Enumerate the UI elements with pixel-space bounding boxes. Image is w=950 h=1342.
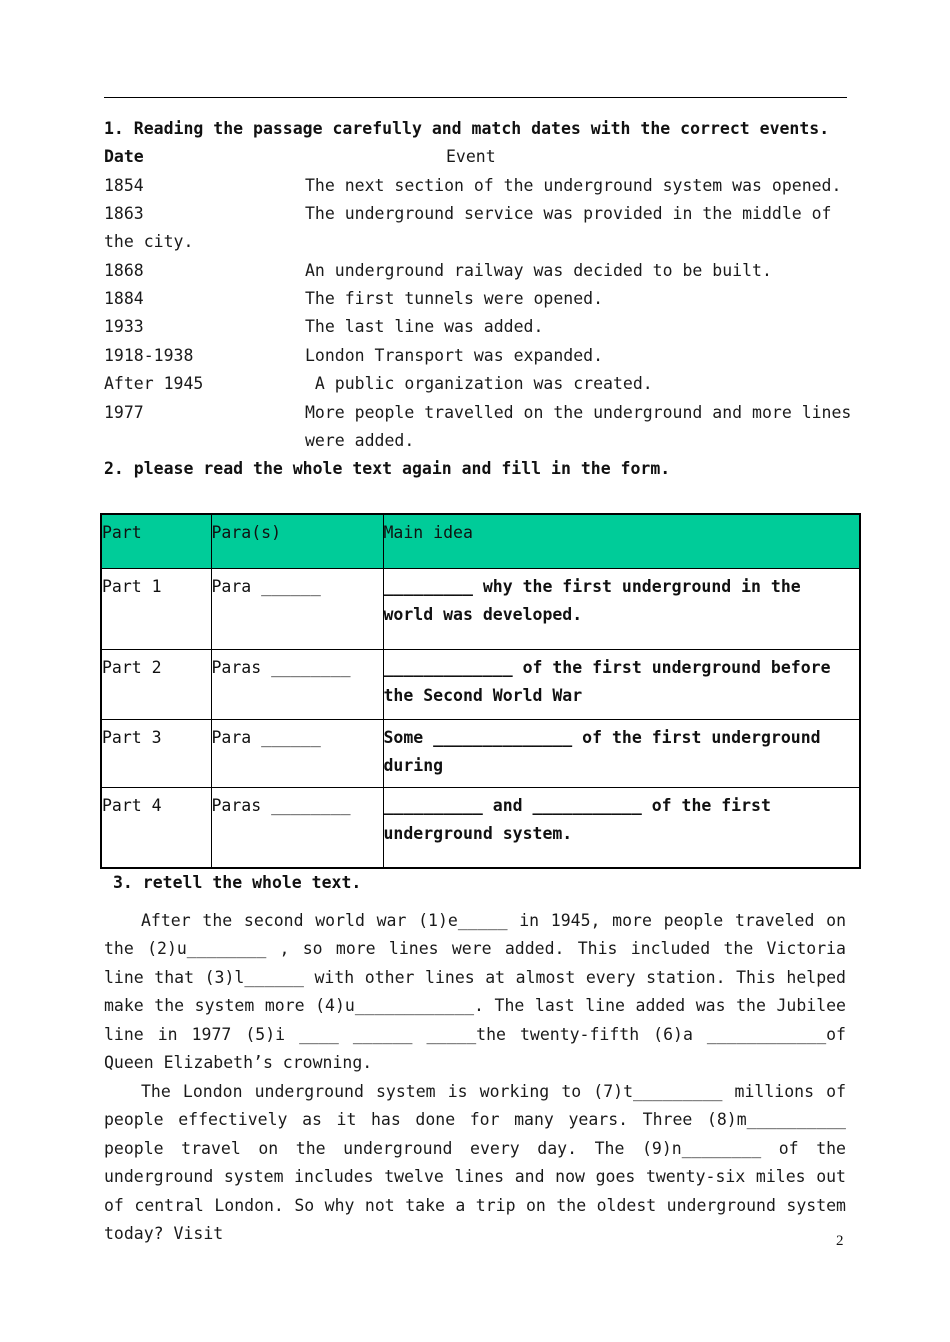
- event-cell-continuation: the city.: [104, 232, 194, 251]
- table-row: [101, 568, 860, 649]
- para-cell: Para ______: [211, 719, 383, 787]
- date-cell: 1918-1938: [104, 346, 194, 365]
- event-cell-continuation: were added.: [305, 431, 415, 450]
- part-cell: Part 1: [101, 568, 211, 649]
- header-rule: [104, 97, 847, 98]
- part-cell: Part 3: [101, 719, 211, 787]
- date-cell: 1863: [104, 204, 144, 223]
- page-number: 2: [836, 1233, 844, 1249]
- event-cell: More people travelled on the underground and more lines: [305, 403, 852, 422]
- main-idea-cell: __________ and ___________ of the first underground system.: [383, 787, 860, 868]
- event-cell: The underground service was provided in the middle of: [305, 204, 832, 223]
- part-cell: Part 2: [101, 649, 211, 719]
- para-cell: Para ______: [211, 568, 383, 649]
- date-cell: 1933: [104, 317, 144, 336]
- event-cell: London Transport was expanded.: [305, 346, 604, 365]
- retell-paragraph-2: The London underground system is working to (7)t_________ millions of people effectively as it has done for many years. Three (8)m__________ people travel on the underground every day. The (9)n________ of the underground system includes twelve lines and now goes twenty-six miles out of central London. So why not take a trip on the oldest underground system today? Visit: [104, 1082, 846, 1244]
- event-cell: A public organization was created.: [305, 374, 653, 393]
- table-row: [101, 787, 860, 868]
- form-header-row: [101, 514, 860, 568]
- table-row: [101, 649, 860, 719]
- date-cell: 1868: [104, 261, 144, 280]
- event-cell: The last line was added.: [305, 317, 544, 336]
- event-cell: An underground railway was decided to be built.: [305, 261, 772, 280]
- header-paras: Para(s): [211, 514, 383, 568]
- main-idea-cell: Some ______________ of the first underground during: [383, 719, 860, 787]
- part-cell: Part 4: [101, 787, 211, 868]
- para-cell: Paras ________: [211, 787, 383, 868]
- date-cell: 1977: [104, 403, 144, 422]
- main-idea-cell: _________ why the first underground in the world was developed.: [383, 568, 860, 649]
- event-cell: The first tunnels were opened.: [305, 289, 604, 308]
- date-cell: 1854: [104, 176, 144, 195]
- event-cell: The next section of the underground system was opened.: [305, 176, 842, 195]
- main-idea-form: [100, 513, 861, 869]
- date-cell: After 1945: [104, 374, 204, 393]
- section3-instruction: 3. retell the whole text.: [113, 873, 362, 892]
- section1-instruction: 1. Reading the passage carefully and match dates with the correct events.: [104, 119, 830, 138]
- main-idea-cell: _____________ of the first underground before the Second World War: [383, 649, 860, 719]
- event-column-header: Event: [446, 147, 496, 166]
- date-cell: 1884: [104, 289, 144, 308]
- header-part: Part: [101, 514, 211, 568]
- table-row: [101, 719, 860, 787]
- section2-instruction: 2. please read the whole text again and fill in the form.: [104, 459, 671, 478]
- header-main-idea: Main idea: [383, 514, 860, 568]
- retell-paragraph-1: After the second world war (1)e_____ in 1945, more people traveled on the (2)u________ , so more lines were added. This included the Victoria line that (3)l______ with other lines at almost every station. This helped make the system more (4)u____________. The last line added was the Jubilee line in 1977 (5)i ____ ______ _____the twenty-fifth (6)a ____________of Queen Elizabeth’s crowning.: [104, 911, 846, 1073]
- date-column-header: Date: [104, 147, 144, 166]
- para-cell: Paras ________: [211, 649, 383, 719]
